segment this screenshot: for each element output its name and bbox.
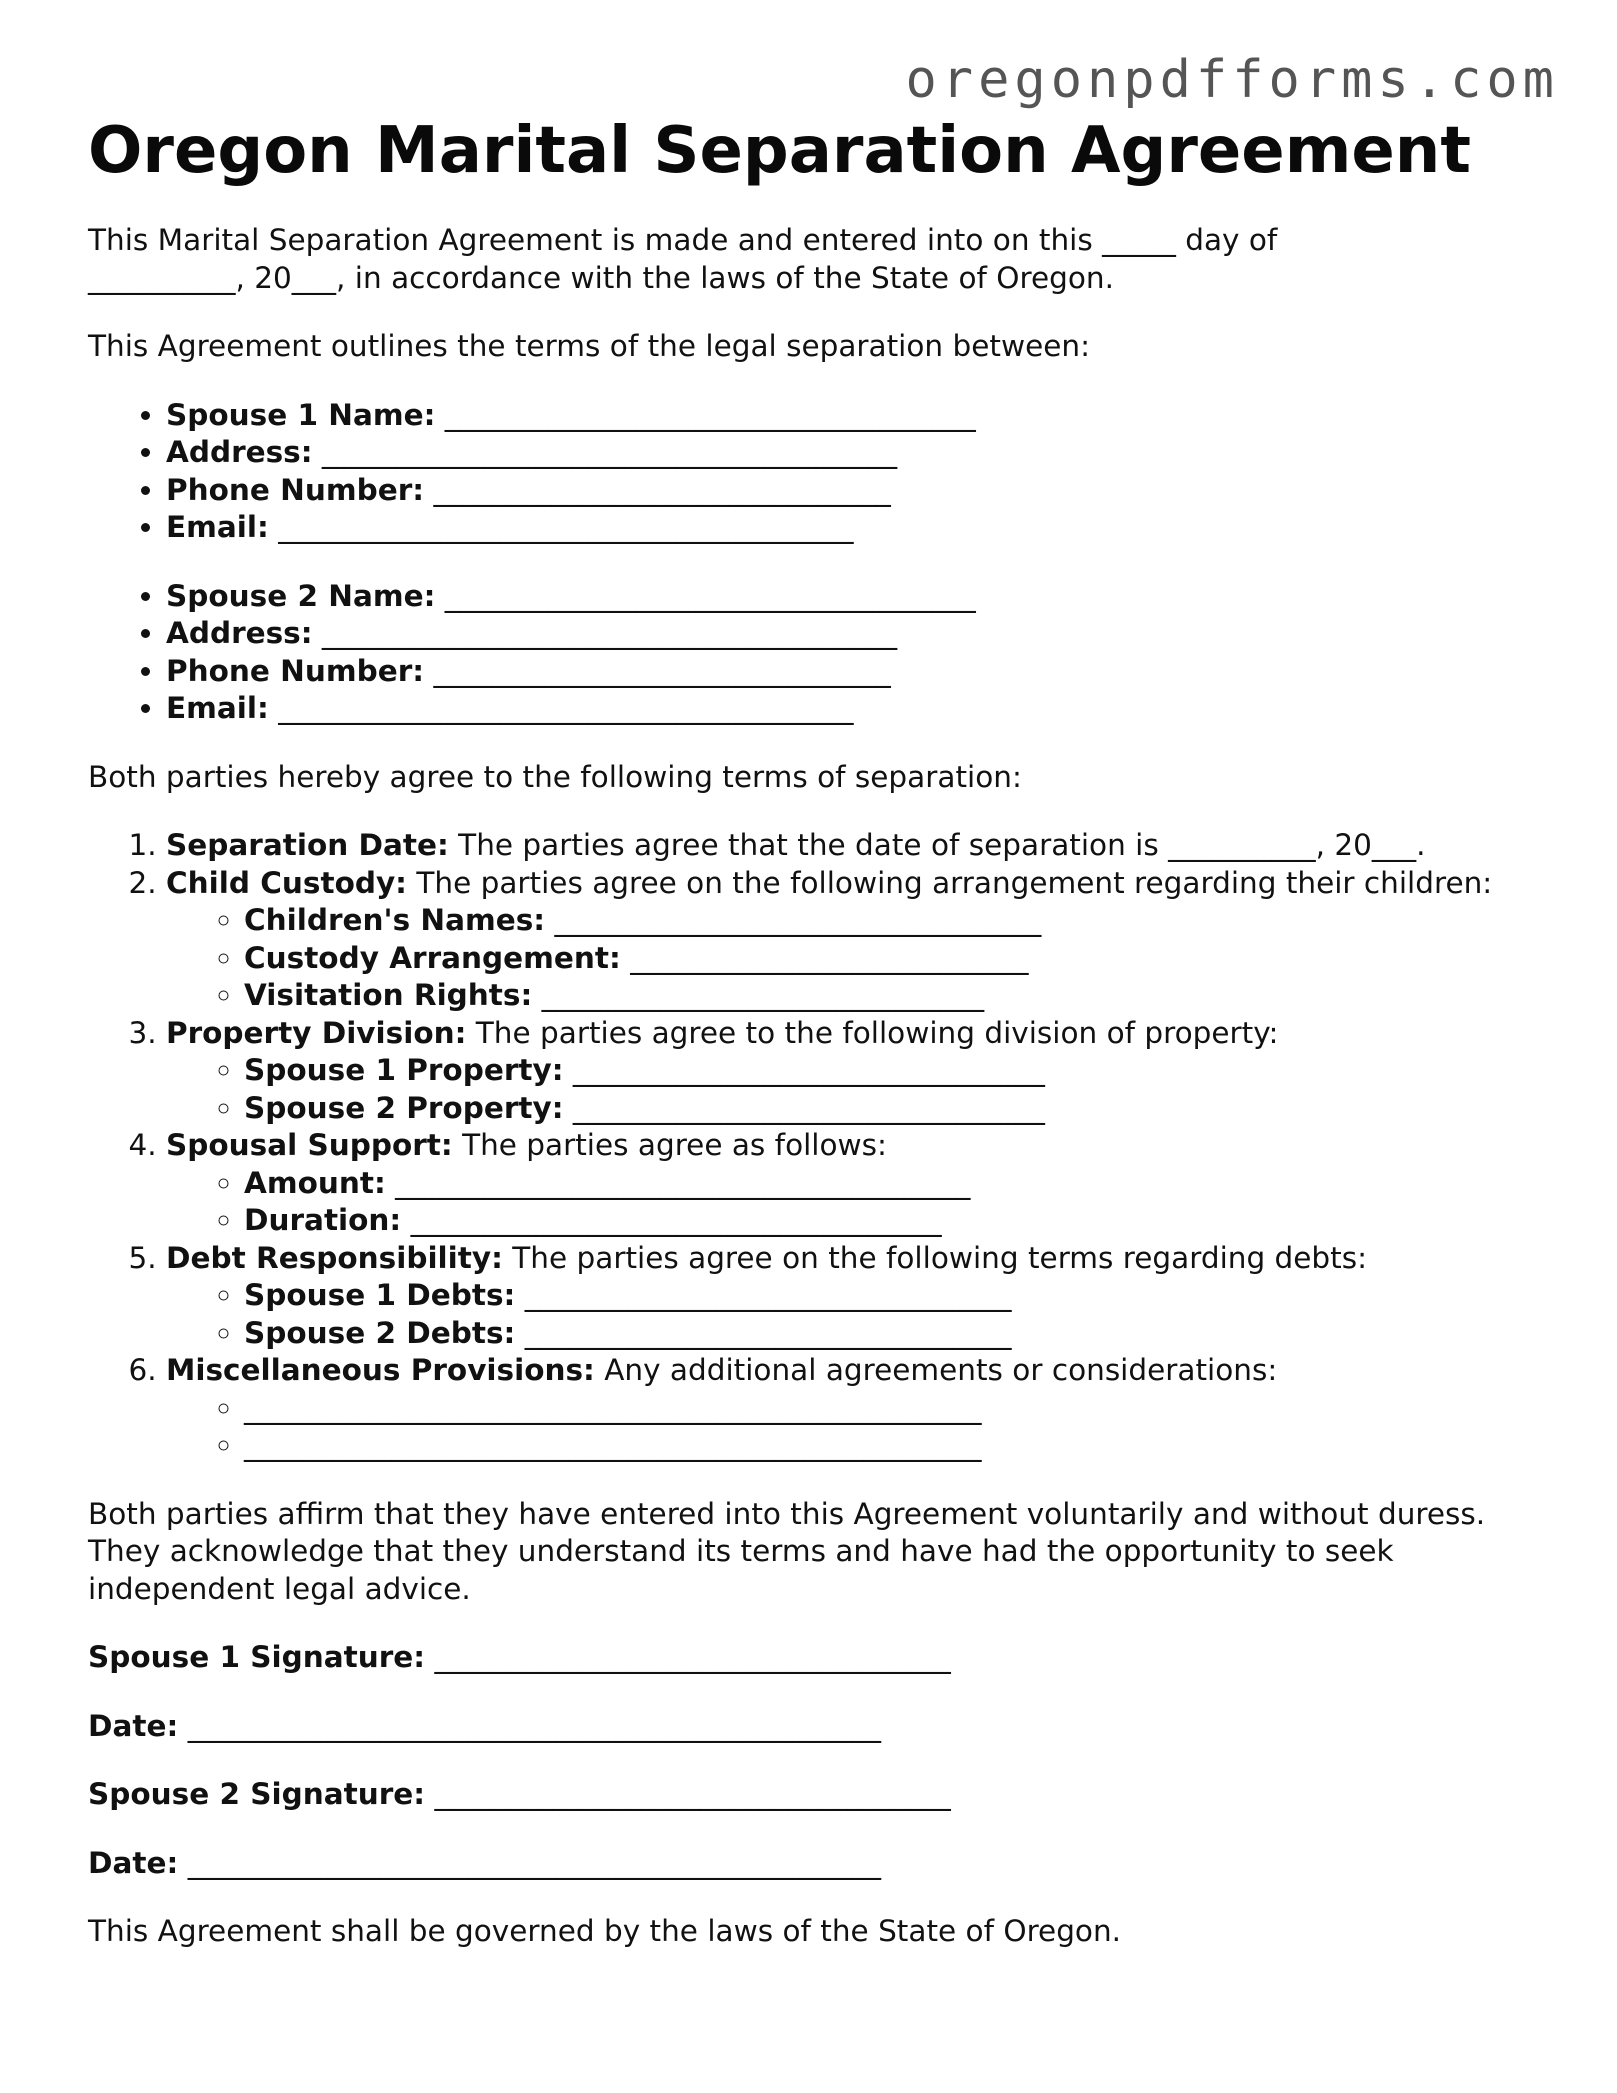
term-label: Debt Responsibility:	[166, 1240, 503, 1275]
blank-line[interactable]: _______________________________	[424, 472, 891, 507]
page-title: Oregon Marital Separation Agreement	[88, 114, 1471, 188]
closing-paragraph: This Agreement shall be governed by the laws of the State of Oregon.	[88, 1914, 1122, 1948]
term-label: Property Division:	[166, 1015, 467, 1050]
field-label: Visitation Rights:	[244, 978, 533, 1012]
blank-line[interactable]: _______________________________________	[385, 1165, 971, 1200]
custody-sublist	[166, 902, 1536, 1015]
term-label: Child Custody:	[166, 865, 407, 900]
term-miscellaneous	[166, 1352, 1536, 1465]
terms-intro-paragraph: Both parties hereby agree to the following terms of separation:	[88, 759, 1022, 794]
term-text: Any additional agreements or considerations:	[594, 1353, 1278, 1387]
misc-sublist	[166, 1390, 1536, 1465]
field-label: Email:	[166, 691, 269, 725]
spouse-2-property-field[interactable]	[244, 1090, 1536, 1128]
field-label: Spouse 1 Property:	[244, 1053, 564, 1087]
field-label: Spouse 2 Property:	[244, 1090, 564, 1125]
field-label: Children's Names:	[244, 903, 546, 937]
field-label: Email:	[166, 510, 269, 544]
blank-line[interactable]: _________________________________	[515, 1315, 1012, 1350]
field-label: Date:	[88, 1708, 179, 1743]
misc-provision-field[interactable]	[244, 1390, 1536, 1428]
blank-line[interactable]: ___________________________________	[425, 1640, 951, 1674]
custody-arrangement-field[interactable]	[244, 940, 1536, 978]
field-label: Spouse 2 Name:	[166, 578, 436, 613]
blank-line[interactable]: ________________________________	[563, 1090, 1045, 1125]
blank-line[interactable]: _________________________________	[545, 903, 1042, 937]
blank-line[interactable]: ____________________________________	[435, 578, 976, 613]
debt-sublist	[166, 1277, 1536, 1352]
spouse-1-date-field[interactable]	[88, 1708, 1538, 1746]
term-text: The parties agree on the following terms regarding debts:	[502, 1240, 1368, 1275]
term-child-custody	[166, 865, 1536, 1015]
blank-line[interactable]: _______________________________________________	[178, 1845, 881, 1880]
term-label: Spousal Support:	[166, 1128, 453, 1162]
blank-line[interactable]: ____________________________________	[401, 1203, 942, 1237]
site-watermark: oregonpdfforms.com	[905, 50, 1559, 110]
spouse-2-address-field[interactable]	[166, 615, 1538, 653]
support-sublist	[166, 1165, 1536, 1240]
field-label: Spouse 1 Debts:	[244, 1278, 516, 1312]
field-label: Address:	[166, 616, 313, 650]
term-property-division	[166, 1015, 1536, 1128]
field-label: Phone Number:	[166, 653, 425, 688]
intro-paragraph: This Marital Separation Agreement is made and entered into on this _____ day of __________, 20___, in accordance with the laws of the State of Oregon.	[88, 223, 1278, 295]
field-label: Custody Arrangement:	[244, 940, 621, 975]
blank-line[interactable]: __________________________________________________	[244, 1428, 982, 1462]
field-label: Spouse 1 Name:	[166, 397, 436, 432]
blank-line[interactable]: _______________________________________	[268, 510, 854, 544]
spouse-1-signature-field[interactable]	[88, 1639, 1538, 1677]
spouse-2-signature-field[interactable]	[88, 1776, 1538, 1814]
blank-line[interactable]: _________________________________	[515, 1278, 1012, 1312]
outline-paragraph: This Agreement outlines the terms of the legal separation between:	[88, 329, 1091, 363]
field-label: Duration:	[244, 1203, 402, 1237]
blank-line[interactable]: _______________________________________	[312, 435, 898, 469]
term-label: Miscellaneous Provisions:	[166, 1353, 595, 1387]
field-label: Amount:	[244, 1165, 386, 1200]
visitation-rights-field[interactable]	[244, 977, 1536, 1015]
spouse-2-date-field[interactable]	[88, 1845, 1538, 1883]
support-amount-field[interactable]	[244, 1165, 1536, 1203]
spouse-1-fields	[88, 397, 1538, 547]
affirmation-paragraph: Both parties affirm that they have entered into this Agreement voluntarily and without duress. They acknowledge that they understand its terms and have had the opportunity to seek independent legal advice.	[88, 1496, 1486, 1606]
spouse-1-property-field[interactable]	[244, 1052, 1536, 1090]
term-separation-date	[166, 827, 1536, 865]
spouse-2-debts-field[interactable]	[244, 1315, 1536, 1353]
spouse-2-fields	[88, 578, 1538, 728]
blank-line[interactable]: ___________________________	[620, 940, 1029, 975]
blank-line[interactable]: _______________________________________	[268, 691, 854, 725]
terms-list	[88, 827, 1536, 1465]
field-label: Phone Number:	[166, 472, 425, 507]
spouse-2-name-field[interactable]	[166, 578, 1538, 616]
term-debt-responsibility	[166, 1240, 1536, 1353]
blank-line[interactable]: ______________________________	[532, 978, 985, 1012]
spouse-1-email-field[interactable]	[166, 509, 1538, 547]
support-duration-field[interactable]	[244, 1202, 1536, 1240]
blank-line[interactable]: __________________________________________________	[244, 1390, 982, 1425]
blank-line[interactable]: ____________________________________	[435, 397, 976, 432]
term-text: The parties agree to the following division of property:	[466, 1015, 1279, 1050]
field-label: Address:	[166, 435, 313, 469]
blank-line[interactable]: ________________________________	[563, 1053, 1045, 1087]
blank-line[interactable]: _______________________________________________	[178, 1708, 881, 1743]
misc-provision-field[interactable]	[244, 1427, 1536, 1465]
term-text[interactable]: The parties agree that the date of separation is __________, 20___.	[448, 828, 1426, 862]
children-names-field[interactable]	[244, 902, 1536, 940]
term-text: The parties agree as follows:	[452, 1128, 887, 1162]
term-spousal-support	[166, 1127, 1536, 1240]
document-page	[88, 110, 1538, 1951]
spouse-1-name-field[interactable]	[166, 397, 1538, 435]
field-label: Spouse 2 Debts:	[244, 1315, 516, 1350]
spouse-2-email-field[interactable]	[166, 690, 1538, 728]
term-label: Separation Date:	[166, 828, 449, 862]
blank-line[interactable]: _______________________________________	[312, 616, 898, 650]
blank-line[interactable]: _______________________________	[424, 653, 891, 688]
blank-line[interactable]: ___________________________________	[425, 1777, 951, 1811]
spouse-1-debts-field[interactable]	[244, 1277, 1536, 1315]
term-text: The parties agree on the following arrangement regarding their children:	[406, 865, 1493, 900]
spouse-1-address-field[interactable]	[166, 434, 1538, 472]
field-label: Spouse 2 Signature:	[88, 1777, 426, 1811]
field-label: Spouse 1 Signature:	[88, 1640, 426, 1674]
field-label: Date:	[88, 1845, 179, 1880]
spouse-1-phone-field[interactable]	[166, 472, 1538, 510]
property-sublist	[166, 1052, 1536, 1127]
spouse-2-phone-field[interactable]	[166, 653, 1538, 691]
